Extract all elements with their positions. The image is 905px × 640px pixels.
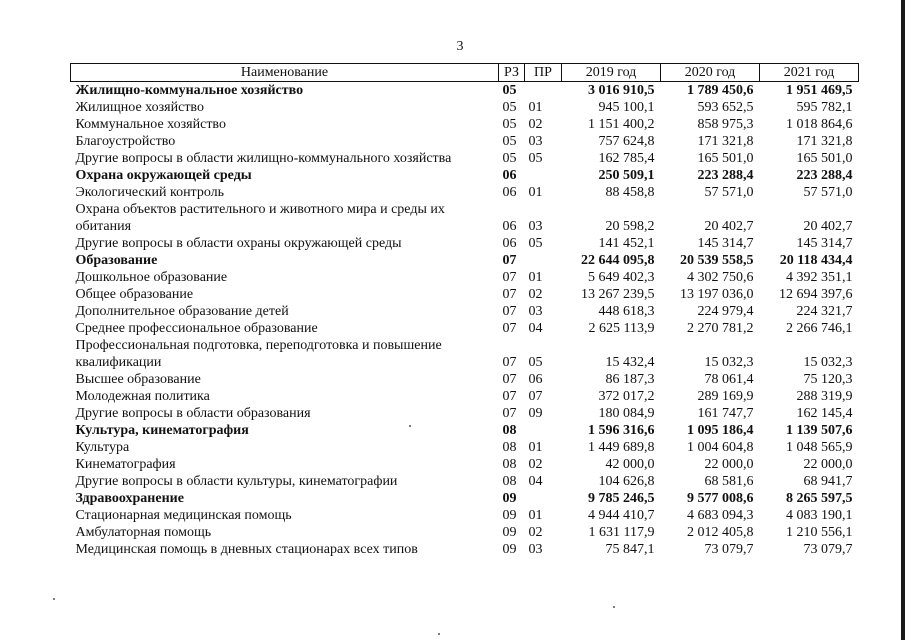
cell-2020: 20 402,7	[704, 219, 754, 234]
table-row	[71, 541, 859, 558]
cell-2021: 162 145,4	[796, 406, 853, 421]
cell-2021: 288 319,9	[796, 389, 853, 404]
cell-2020: 13 197 036,0	[680, 287, 754, 302]
table-row	[71, 405, 859, 422]
cell-2020: 68 581,6	[704, 474, 754, 489]
cell-name: Медицинская помощь в дневных стационарах всех типов	[75, 542, 418, 557]
table-row	[71, 371, 859, 388]
cell-2021: 224 321,7	[796, 304, 853, 319]
table-row	[71, 524, 859, 541]
cell-rz: 06	[502, 219, 517, 234]
cell-2019: 86 187,3	[605, 372, 655, 387]
cell-pr: 03	[528, 219, 543, 234]
cell-2021: 68 941,7	[803, 474, 853, 489]
scan-speck	[53, 598, 55, 600]
cell-pr: 09	[528, 406, 543, 421]
cell-name: Стационарная медицинская помощь	[75, 508, 292, 523]
cell-2021: 145 314,7	[796, 236, 853, 251]
table-section-row	[71, 422, 859, 439]
cell-2021: 171 321,8	[796, 134, 853, 149]
table-row	[71, 269, 859, 286]
cell-2019: 5 649 402,3	[588, 270, 655, 285]
cell-name: Среднее профессиональное образование	[75, 321, 318, 336]
cell-2021: 75 120,3	[803, 372, 853, 387]
cell-2019: 4 944 410,7	[588, 508, 655, 523]
cell-name: Другие вопросы в области жилищно-коммунального хозяйства	[75, 151, 452, 166]
table-row	[71, 473, 859, 490]
table-section-row	[71, 167, 859, 184]
table-row	[71, 235, 859, 252]
table-row	[71, 337, 859, 371]
cell-name: Кинематография	[75, 457, 176, 472]
cell-2020: 2 012 405,8	[687, 525, 754, 540]
table-row	[71, 201, 859, 235]
cell-pr: 01	[528, 185, 543, 200]
cell-name: Общее образование	[75, 287, 194, 302]
header-name: Наименование	[71, 64, 499, 82]
cell-2020: 289 169,9	[697, 389, 754, 404]
cell-name: Высшее образование	[75, 372, 201, 387]
scan-speck	[613, 606, 615, 608]
cell-rz: 07	[502, 253, 517, 268]
cell-2020: 145 314,7	[697, 236, 754, 251]
cell-2020: 1 004 604,8	[687, 440, 754, 455]
cell-2020: 73 079,7	[704, 542, 754, 557]
cell-rz: 08	[502, 457, 517, 472]
cell-2020: 593 652,5	[697, 100, 754, 115]
cell-2020: 2 270 781,2	[687, 321, 754, 336]
table-row	[71, 320, 859, 337]
cell-2019: 3 016 910,5	[588, 83, 655, 98]
cell-name: Коммунальное хозяйство	[75, 117, 226, 132]
cell-name: Другие вопросы в области культуры, кинематографии	[75, 474, 398, 489]
cell-pr	[525, 422, 562, 439]
cell-2020: 22 000,0	[704, 457, 754, 472]
cell-pr: 06	[528, 372, 543, 387]
cell-pr: 05	[528, 236, 543, 251]
cell-2019: 180 084,9	[598, 406, 655, 421]
table-row	[71, 439, 859, 456]
cell-2021: 57 571,0	[803, 185, 853, 200]
cell-pr: 05	[528, 355, 543, 370]
cell-2021: 1 210 556,1	[786, 525, 853, 540]
cell-2021: 22 000,0	[803, 457, 853, 472]
cell-2020: 224 979,4	[697, 304, 754, 319]
cell-name: Амбулаторная помощь	[75, 525, 212, 540]
cell-2020: 57 571,0	[704, 185, 754, 200]
cell-2019: 1 596 316,6	[588, 423, 655, 438]
cell-pr: 02	[528, 287, 543, 302]
cell-name: Здравоохранение	[75, 491, 184, 506]
table-row	[71, 286, 859, 303]
scan-border	[901, 0, 905, 640]
cell-2020: 20 539 558,5	[680, 253, 754, 268]
cell-2021: 4 392 351,1	[786, 270, 853, 285]
cell-pr	[525, 490, 562, 507]
cell-2021: 1 048 565,9	[786, 440, 853, 455]
table-row	[71, 116, 859, 133]
table-section-row	[71, 490, 859, 507]
cell-2020: 223 288,4	[697, 168, 754, 183]
table-row	[71, 303, 859, 320]
cell-2020: 858 975,3	[697, 117, 754, 132]
cell-name: Культура, кинематография	[75, 423, 249, 438]
cell-2021: 1 018 864,6	[786, 117, 853, 132]
cell-2019: 757 624,8	[598, 134, 655, 149]
cell-pr	[525, 167, 562, 184]
table-row	[71, 184, 859, 201]
header-2021: 2021 год	[760, 64, 859, 82]
cell-2020: 4 683 094,3	[687, 508, 754, 523]
cell-pr	[525, 252, 562, 269]
cell-2021: 1 139 507,6	[786, 423, 853, 438]
cell-2021: 20 118 434,4	[779, 253, 853, 268]
cell-2019: 1 449 689,8	[588, 440, 655, 455]
cell-pr: 05	[528, 151, 543, 166]
table-row	[71, 150, 859, 167]
cell-rz: 05	[502, 100, 517, 115]
cell-2019: 20 598,2	[605, 219, 655, 234]
cell-rz: 05	[502, 151, 517, 166]
cell-2020: 165 501,0	[697, 151, 754, 166]
cell-2020: 9 577 008,6	[687, 491, 754, 506]
cell-rz: 05	[502, 117, 517, 132]
cell-pr: 03	[528, 304, 543, 319]
table-body	[71, 82, 859, 559]
cell-2021: 2 266 746,1	[786, 321, 853, 336]
cell-pr: 04	[528, 321, 543, 336]
cell-2021: 15 032,3	[803, 355, 853, 370]
cell-pr: 03	[528, 134, 543, 149]
cell-name: Культура	[75, 440, 130, 455]
table-row	[71, 133, 859, 150]
header-2020: 2020 год	[661, 64, 760, 82]
cell-2019: 75 847,1	[605, 542, 655, 557]
cell-2020: 4 302 750,6	[687, 270, 754, 285]
cell-name: Молодежная политика	[75, 389, 210, 404]
cell-pr: 01	[528, 508, 543, 523]
table-row	[71, 456, 859, 473]
cell-rz: 07	[502, 321, 517, 336]
cell-pr: 07	[528, 389, 543, 404]
cell-pr: 01	[528, 270, 543, 285]
cell-2020: 161 747,7	[697, 406, 754, 421]
cell-pr	[525, 82, 562, 100]
budget-table	[70, 63, 859, 558]
table-row	[71, 388, 859, 405]
cell-2019: 1 631 117,9	[588, 525, 655, 540]
cell-2020: 171 321,8	[697, 134, 754, 149]
cell-name: Образование	[75, 253, 158, 268]
cell-pr: 02	[528, 525, 543, 540]
cell-rz: 07	[502, 389, 517, 404]
cell-rz: 07	[502, 355, 517, 370]
table-row	[71, 507, 859, 524]
cell-2019: 15 432,4	[605, 355, 655, 370]
cell-name: Профессиональная подготовка, переподготовка и повышение квалификации	[75, 338, 442, 370]
cell-2019: 88 458,8	[605, 185, 655, 200]
page-number: 3	[456, 39, 464, 54]
cell-rz: 07	[502, 304, 517, 319]
cell-2021: 595 782,1	[796, 100, 853, 115]
cell-2019: 2 625 113,9	[588, 321, 655, 336]
cell-2021: 12 694 397,6	[779, 287, 853, 302]
cell-rz: 08	[502, 474, 517, 489]
cell-rz: 07	[502, 270, 517, 285]
cell-pr: 02	[528, 457, 543, 472]
cell-rz: 05	[502, 134, 517, 149]
cell-2019: 162 785,4	[598, 151, 655, 166]
cell-2021: 1 951 469,5	[786, 83, 853, 98]
cell-name: Дошкольное образование	[75, 270, 228, 285]
cell-rz: 05	[502, 83, 517, 98]
cell-2019: 104 626,8	[598, 474, 655, 489]
cell-2019: 1 151 400,2	[588, 117, 655, 132]
cell-rz: 09	[502, 525, 517, 540]
cell-pr: 03	[528, 542, 543, 557]
cell-2019: 945 100,1	[598, 100, 655, 115]
cell-name: Экологический контроль	[75, 185, 225, 200]
cell-2019: 141 452,1	[598, 236, 655, 251]
cell-2019: 9 785 246,5	[588, 491, 655, 506]
cell-2020: 15 032,3	[704, 355, 754, 370]
cell-rz: 09	[502, 508, 517, 523]
cell-2020: 1 789 450,6	[687, 83, 754, 98]
header-pr: ПР	[525, 64, 562, 82]
cell-2020: 78 061,4	[704, 372, 754, 387]
header-2019: 2019 год	[562, 64, 661, 82]
cell-2021: 4 083 190,1	[786, 508, 853, 523]
cell-rz: 09	[502, 542, 517, 557]
cell-name: Жилищно-коммунальное хозяйство	[75, 83, 304, 98]
cell-rz: 09	[502, 491, 517, 506]
cell-2021: 8 265 597,5	[786, 491, 853, 506]
cell-name: Охрана окружающей среды	[75, 168, 252, 183]
cell-pr: 02	[528, 117, 543, 132]
table-section-row	[71, 252, 859, 269]
cell-2019: 372 017,2	[598, 389, 655, 404]
table-header-row	[71, 64, 859, 82]
table-section-row	[71, 82, 859, 100]
table-row	[71, 99, 859, 116]
cell-name: Другие вопросы в области образования	[75, 406, 311, 421]
cell-rz: 06	[502, 185, 517, 200]
cell-pr: 01	[528, 440, 543, 455]
cell-2021: 223 288,4	[796, 168, 853, 183]
cell-pr: 04	[528, 474, 543, 489]
cell-2021: 165 501,0	[796, 151, 853, 166]
cell-2019: 13 267 239,5	[581, 287, 655, 302]
cell-2020: 1 095 186,4	[687, 423, 754, 438]
cell-rz: 07	[502, 287, 517, 302]
header-rz: РЗ	[499, 64, 525, 82]
cell-pr: 01	[528, 100, 543, 115]
cell-2019: 448 618,3	[598, 304, 655, 319]
scan-speck	[409, 425, 411, 427]
cell-rz: 07	[502, 406, 517, 421]
cell-rz: 06	[502, 168, 517, 183]
cell-name: Благоустройство	[75, 134, 176, 149]
cell-2021: 73 079,7	[803, 542, 853, 557]
cell-2019: 42 000,0	[605, 457, 655, 472]
cell-rz: 06	[502, 236, 517, 251]
cell-name: Дополнительное образование детей	[75, 304, 289, 319]
scan-speck	[438, 633, 440, 635]
cell-name: Жилищное хозяйство	[75, 100, 204, 115]
cell-name: Охрана объектов растительного и животного мира и среды их обитания	[75, 202, 445, 234]
cell-name: Другие вопросы в области охраны окружающей среды	[75, 236, 402, 251]
cell-2019: 22 644 095,8	[581, 253, 655, 268]
cell-2021: 20 402,7	[803, 219, 853, 234]
cell-rz: 08	[502, 423, 517, 438]
cell-rz: 08	[502, 440, 517, 455]
cell-2019: 250 509,1	[598, 168, 655, 183]
cell-rz: 07	[502, 372, 517, 387]
